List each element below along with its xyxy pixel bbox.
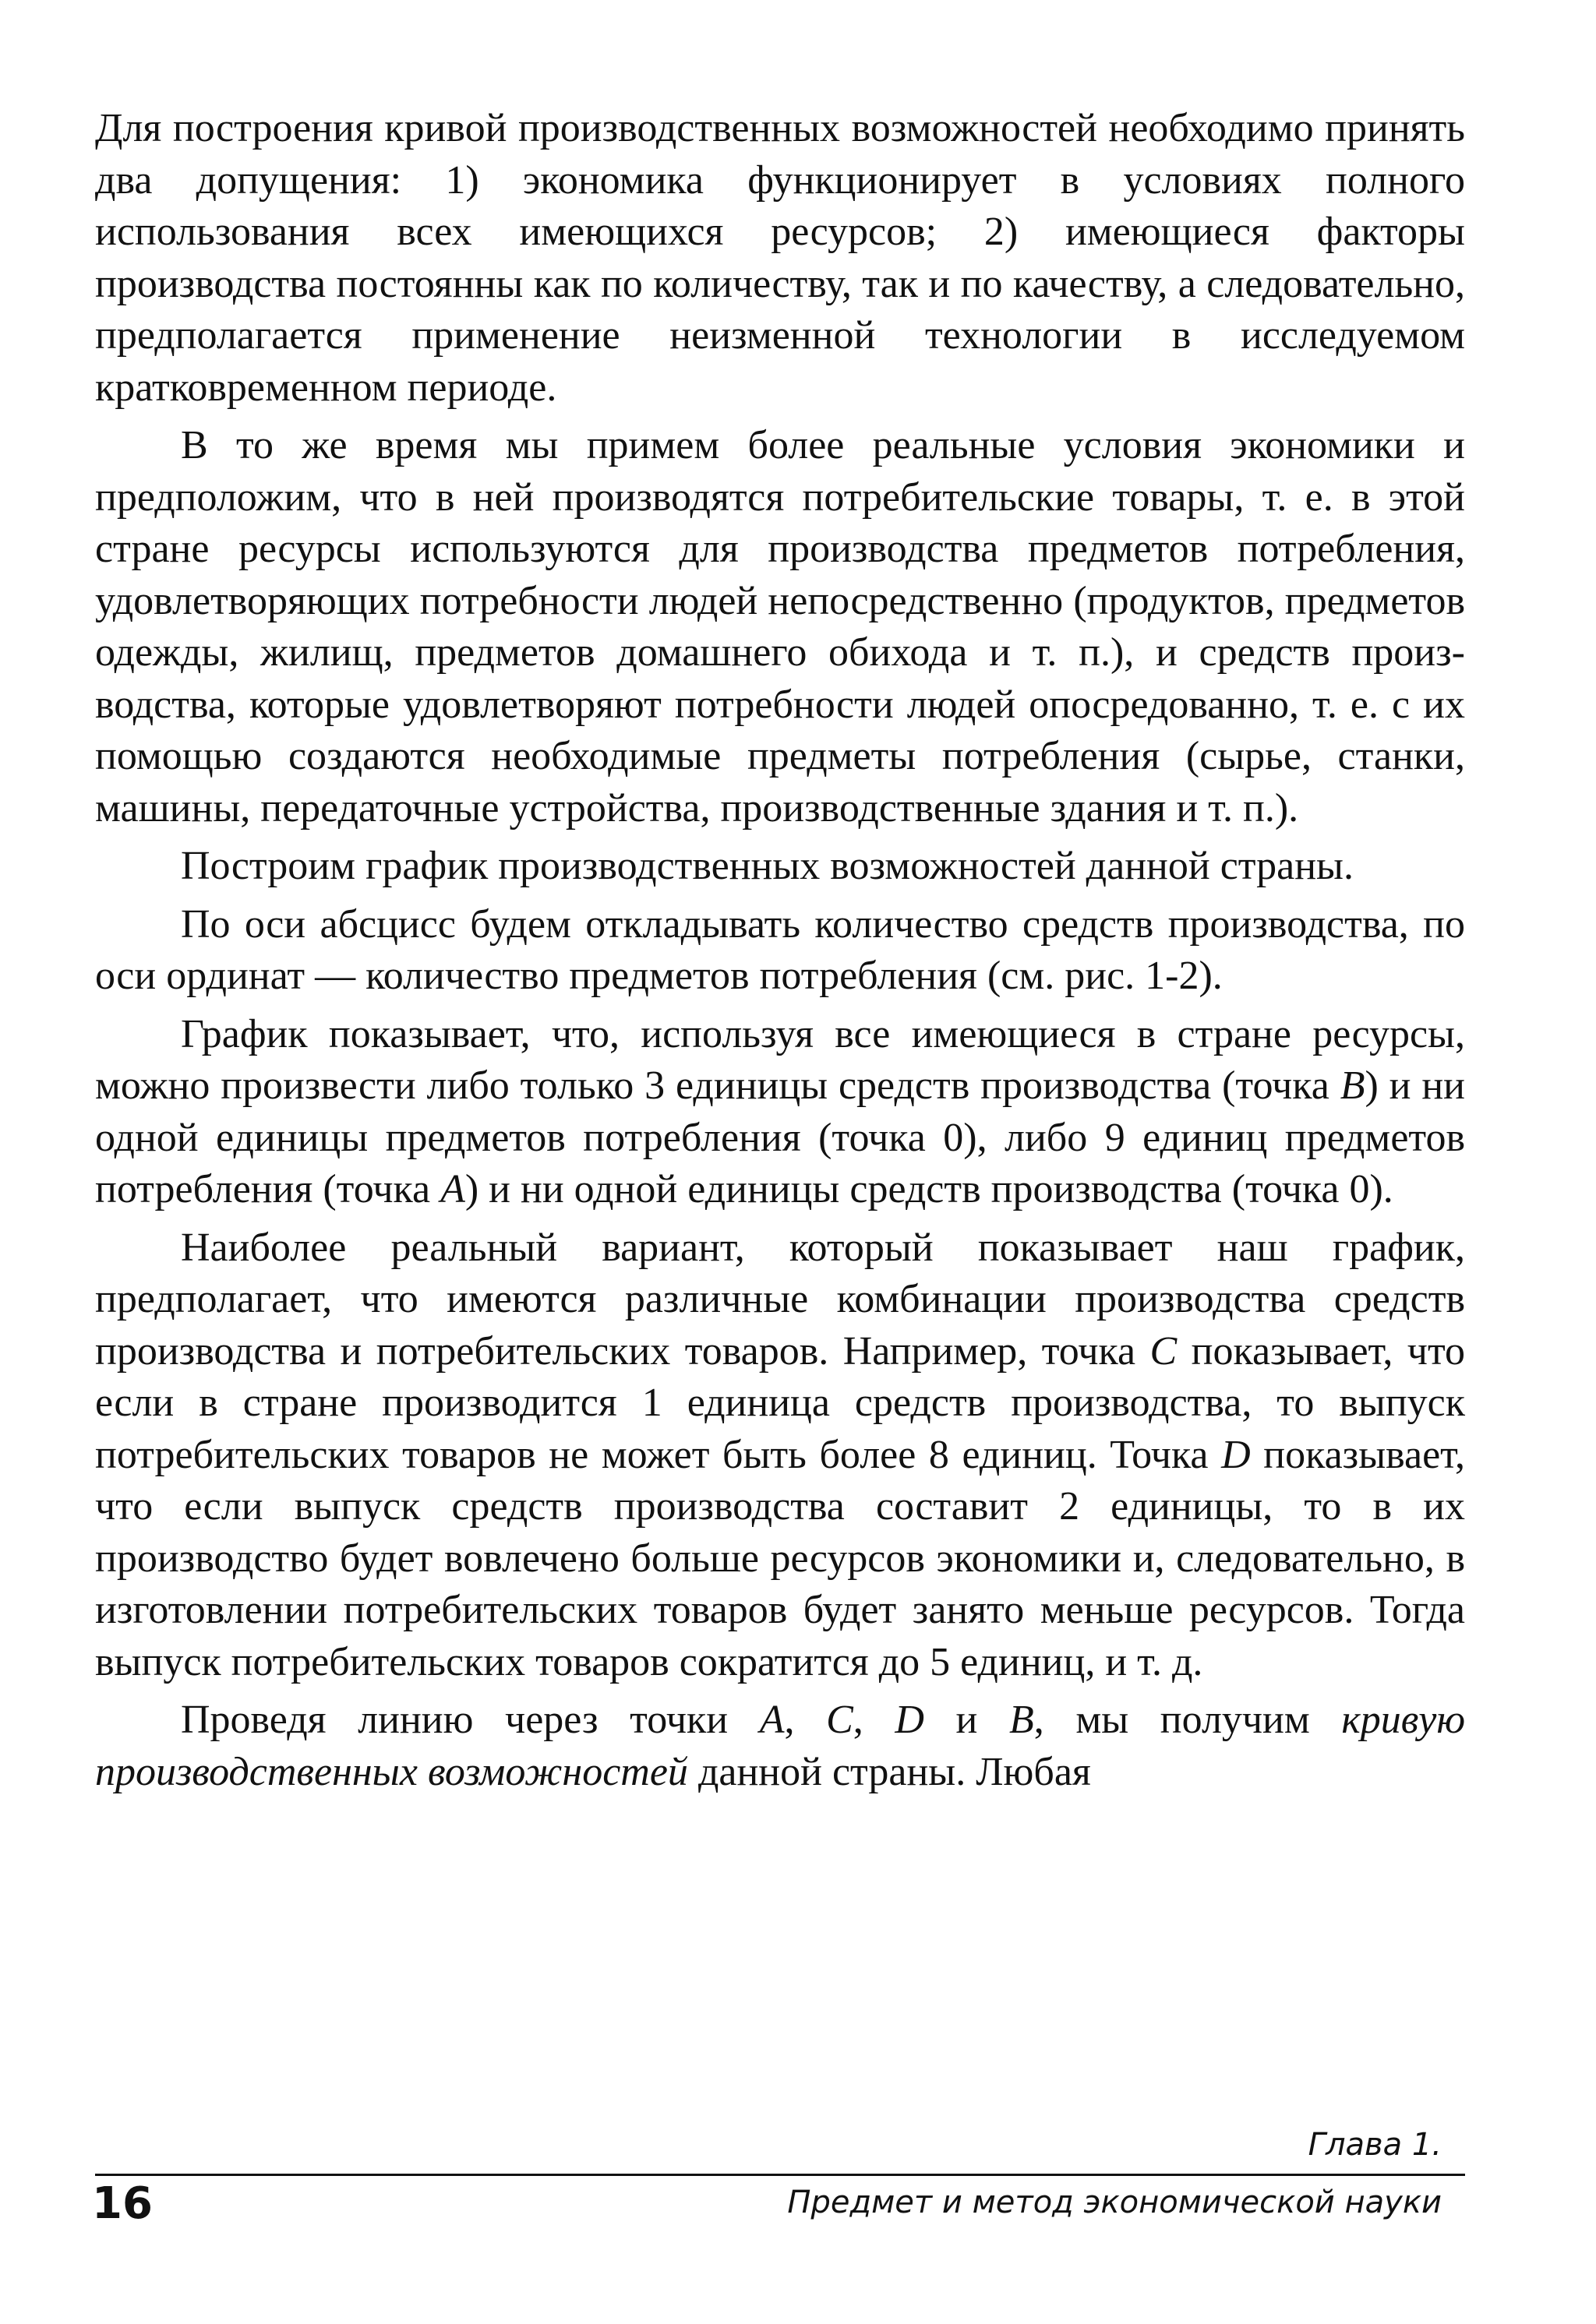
text-run: В то же время мы примем более реальные условия экономики и предположим, что в ней производятся потребительские товары, т. е. в этой стране ресурсы используются для производства предметов потребления, удовлетворяющих потребности людей непосредственно (продуктов, предметов одежды, жилищ, предметов домашнего обихода и т. п.), и средств производства, которые удовлетворяют потребности людей опосредованно, т. е. с их помощью создаются необходимые предметы потребления (сырье, станки, машины, передаточные устройства, производственные здания и т. п.). [95, 423, 1465, 831]
text-run: График показывает, что, используя все имеющиеся в стране ресурсы, можно произвести либо только 3 единицы средств производства (точка [95, 1011, 1465, 1108]
paragraph [95, 1222, 1465, 1689]
text-run: , мы получим [1033, 1698, 1342, 1742]
text-run: показывает, что если выпуск средств производства составит 2 единицы, то в их производство будет вовлечено больше ресурсов экономики и, следовательно, в изготовлении потребительских товаров будет занято меньше ресурсов. Тогда выпуск потребительских товаров сократится до 5 единиц, и т. д. [95, 1432, 1465, 1684]
italic-run: D [895, 1698, 924, 1742]
italic-run: С [826, 1698, 853, 1742]
text-run: ) и ни одной единицы предметов потребления (точка 0), либо 9 единиц предметов потребления (точка [95, 1063, 1465, 1211]
paragraph [95, 103, 1465, 414]
text-run: и [923, 1698, 1009, 1742]
text-run: данной страны. Любая [687, 1749, 1091, 1794]
italic-run: D [1221, 1432, 1251, 1477]
paragraph [95, 1695, 1465, 1798]
running-footer-chapter: Глава 1. [1308, 2127, 1442, 2163]
text-run: , [784, 1698, 827, 1742]
italic-run: В [1340, 1063, 1365, 1108]
text-run: Наиболее реальный вариант, который показывает наш график, предполагает, что имеются различные комбинации производства средств производства и потребительских товаров. Например, точка [95, 1225, 1465, 1374]
italic-run: А [440, 1167, 465, 1211]
italic-run: А [759, 1698, 785, 1742]
footer-divider [95, 2174, 1465, 2176]
text-run: Проведя линию через точки [181, 1698, 760, 1742]
paragraph [95, 899, 1465, 1003]
running-footer-title: Предмет и метод экономической науки [787, 2185, 1442, 2220]
italic-run: кривую производственных возможностей [95, 1698, 1466, 1794]
paragraph [95, 420, 1465, 834]
text-run: Построим график производственных возможностей данной страны. [181, 844, 1354, 888]
page-number: 16 [92, 2178, 153, 2229]
paragraph [95, 1009, 1465, 1216]
text-run: показывает, что если в стране производится 1 единица средств производства, то выпуск потребительских товаров не может быть более 8 единиц. Точка [95, 1328, 1465, 1477]
text-run: Для построения кривой производственных возможностей необходимо принять два допущения: 1) экономика функционирует в условиях полного использования всех имеющихся ресурсов; 2) имеющиеся факторы производства постоянны как по количеству, так и по качеству, а следовательно, предполагается применение неизменной технологии в исследуемом кратковременном периоде. [95, 106, 1465, 410]
italic-run: В [1008, 1698, 1034, 1742]
text-run: ) и ни одной единицы средств производства (точка 0). [464, 1167, 1393, 1211]
text-run: , [853, 1698, 895, 1742]
paragraph [95, 841, 1465, 893]
italic-run: С [1149, 1328, 1178, 1374]
text-run: По оси абсцисс будем откладывать количество средств производства, по оси ординат — количество предметов потребления (см. рис. 1-2). [95, 901, 1465, 998]
body-text [95, 103, 1465, 1798]
